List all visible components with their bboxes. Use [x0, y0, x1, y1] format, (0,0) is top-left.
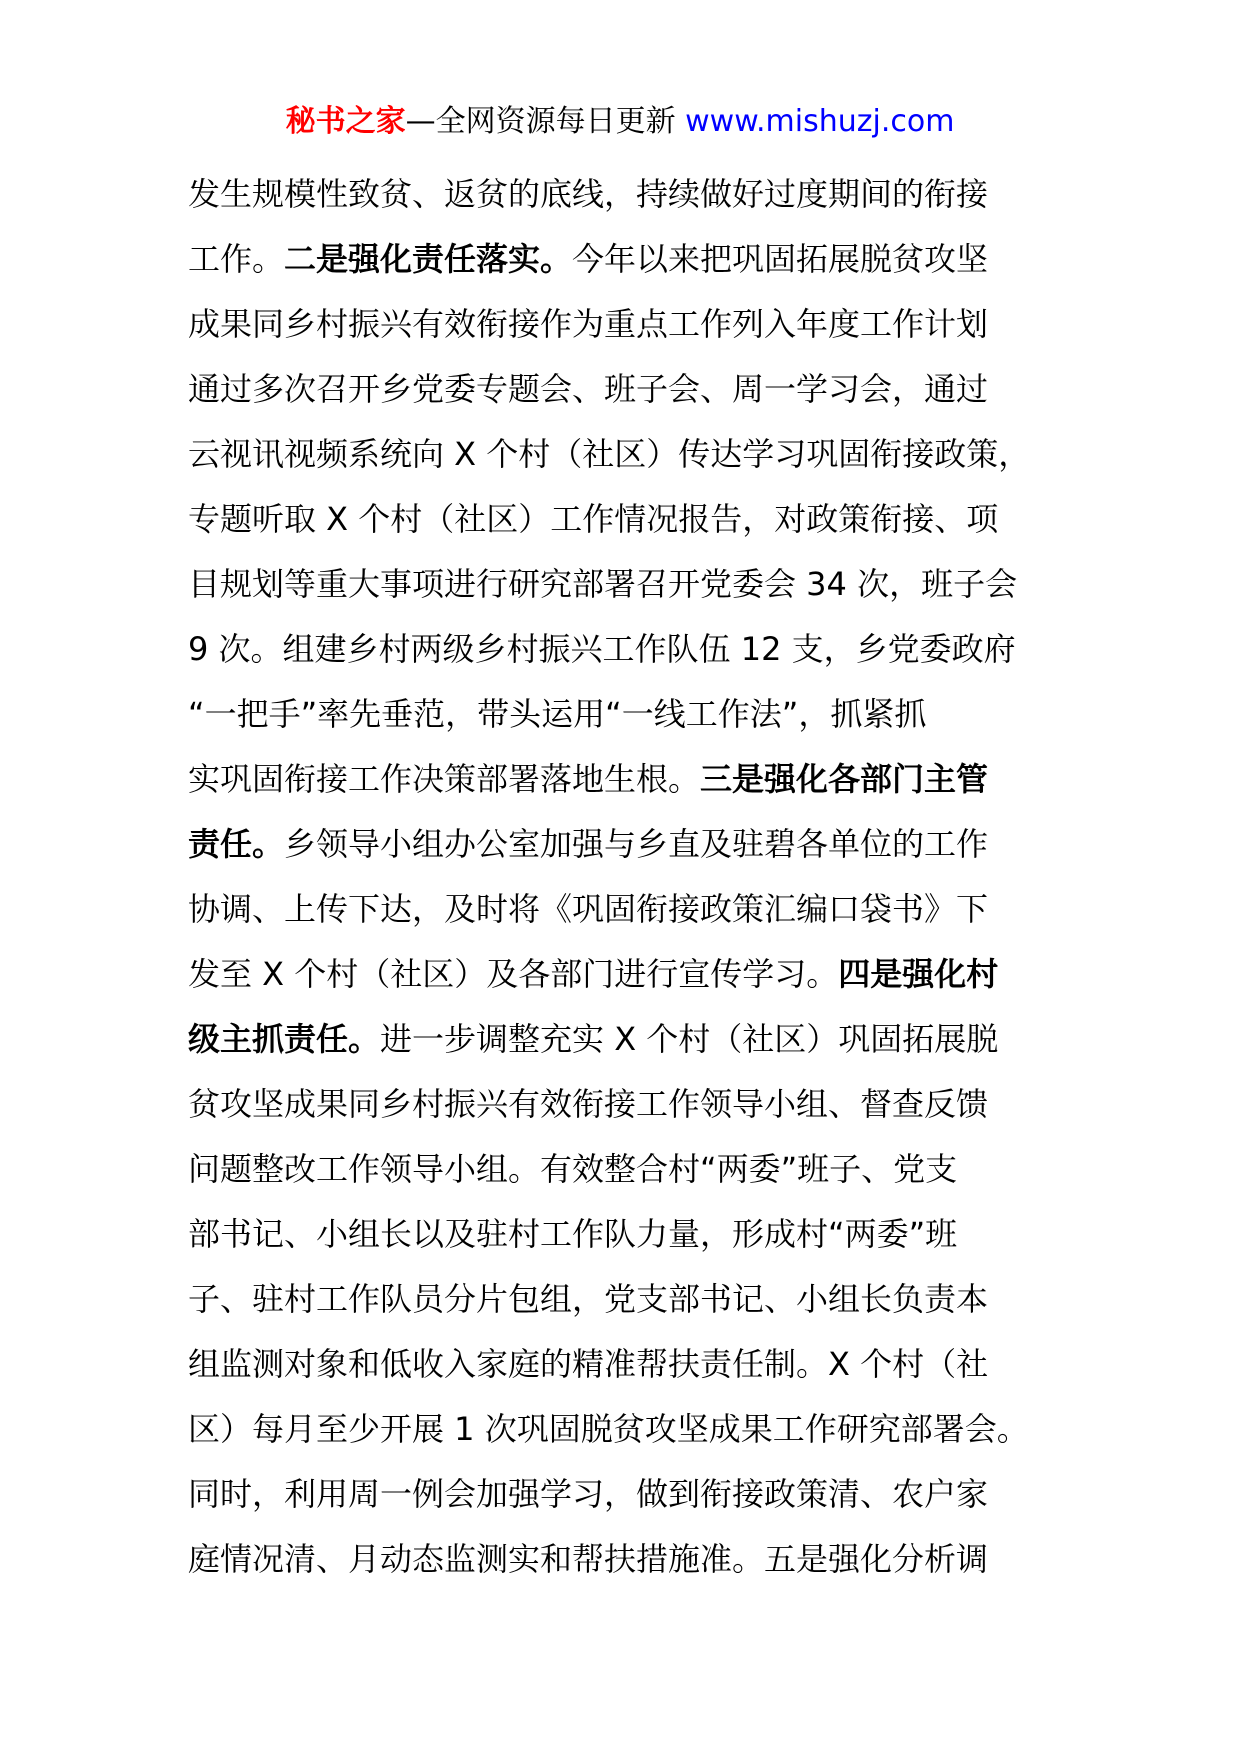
body-text-segment: 目规划等重大事项进行研究部署召开党委会 34 次，班子会	[188, 565, 1018, 603]
text-line	[188, 1397, 1088, 1462]
bold-heading-text: 级主抓责任。	[188, 1020, 381, 1058]
body-text-segment: 成果同乡村振兴有效衔接作为重点工作列入年度工作计划	[188, 305, 989, 343]
body-text-segment: 云视讯视频系统向 X 个村（社区）传达学习巩固衔接政策，	[188, 435, 1031, 473]
body-text-segment: 发生规模性致贫、返贫的底线，持续做好过度期间的衔接	[188, 175, 989, 213]
body-text-segment: 问题整改工作领导小组。有效整合村“两委”班子、党支	[188, 1150, 958, 1188]
text-line	[188, 1462, 1088, 1527]
text-line	[188, 1527, 1088, 1592]
body-text-segment: 实巩固衔接工作决策部署落地生根。	[188, 760, 701, 798]
bold-heading-text: 四是强化村	[838, 955, 999, 993]
text-line	[188, 747, 1088, 812]
text-line	[188, 942, 1088, 1007]
body-text-segment: 进一步调整充实 X 个村（社区）巩固拓展脱	[380, 1020, 999, 1058]
text-line	[188, 162, 1088, 227]
bold-heading-text: 三是强化各部门主管	[700, 760, 989, 798]
body-text-segment: 协调、上传下达，及时将《巩固衔接政策汇编口袋书》下	[188, 890, 989, 928]
body-text-segment: 发至 X 个村（社区）及各部门进行宣传学习。	[188, 955, 839, 993]
bold-heading-text: 二是强化责任落实。	[284, 240, 573, 278]
text-line	[188, 1072, 1088, 1137]
watermark-header	[0, 100, 1240, 144]
body-text-segment: 通过多次召开乡党委专题会、班子会、周一学习会，通过	[188, 370, 989, 408]
body-text-segment: 部书记、小组长以及驻村工作队力量，形成村“两委”班	[188, 1215, 958, 1253]
text-line	[188, 552, 1088, 617]
body-text-segment: 贫攻坚成果同乡村振兴有效衔接工作领导小组、督查反馈	[188, 1085, 989, 1123]
body-text-segment: 同时，利用周一例会加强学习，做到衔接政策清、农户家	[188, 1475, 989, 1513]
body-paragraph	[188, 162, 1088, 1592]
body-text-segment: 乡领导小组办公室加强与乡直及驻碧各单位的工作	[284, 825, 989, 863]
site-url-link[interactable]: www.mishuzj.com	[685, 104, 955, 139]
body-text-segment: 庭情况清、月动态监测实和帮扶措施准。五是强化分析调	[188, 1540, 989, 1578]
text-line	[188, 227, 1088, 292]
text-line	[188, 487, 1088, 552]
text-line	[188, 1332, 1088, 1397]
body-text-segment: 工作。	[188, 240, 285, 278]
header-tagline: —全网资源每日更新	[405, 104, 686, 139]
text-line	[188, 1137, 1088, 1202]
body-text-segment: “一把手”率先垂范，带头运用“一线工作法”，抓紧抓	[188, 695, 927, 733]
text-line	[188, 357, 1088, 422]
body-text-segment: 9 次。组建乡村两级乡村振兴工作队伍 12 支，乡党委政府	[188, 630, 1016, 668]
text-line	[188, 1202, 1088, 1267]
body-text-segment: 专题听取 X 个村（社区）工作情况报告，对政策衔接、项	[188, 500, 999, 538]
text-line	[188, 292, 1088, 357]
text-line	[188, 877, 1088, 942]
text-line	[188, 422, 1088, 487]
text-line	[188, 617, 1088, 682]
body-text-segment: 今年以来把巩固拓展脱贫攻坚	[572, 240, 989, 278]
text-line	[188, 812, 1088, 877]
body-text-segment: 子、驻村工作队员分片包组，党支部书记、小组长负责本	[188, 1280, 989, 1318]
text-line	[188, 1007, 1088, 1072]
brand-name: 秘书之家	[285, 104, 406, 139]
body-text-segment: 组监测对象和低收入家庭的精准帮扶责任制。X 个村（社	[188, 1345, 989, 1383]
text-line	[188, 1267, 1088, 1332]
text-line	[188, 682, 1088, 747]
bold-heading-text: 责任。	[188, 825, 285, 863]
body-text-segment: 区）每月至少开展 1 次巩固脱贫攻坚成果工作研究部署会。	[188, 1410, 1029, 1448]
